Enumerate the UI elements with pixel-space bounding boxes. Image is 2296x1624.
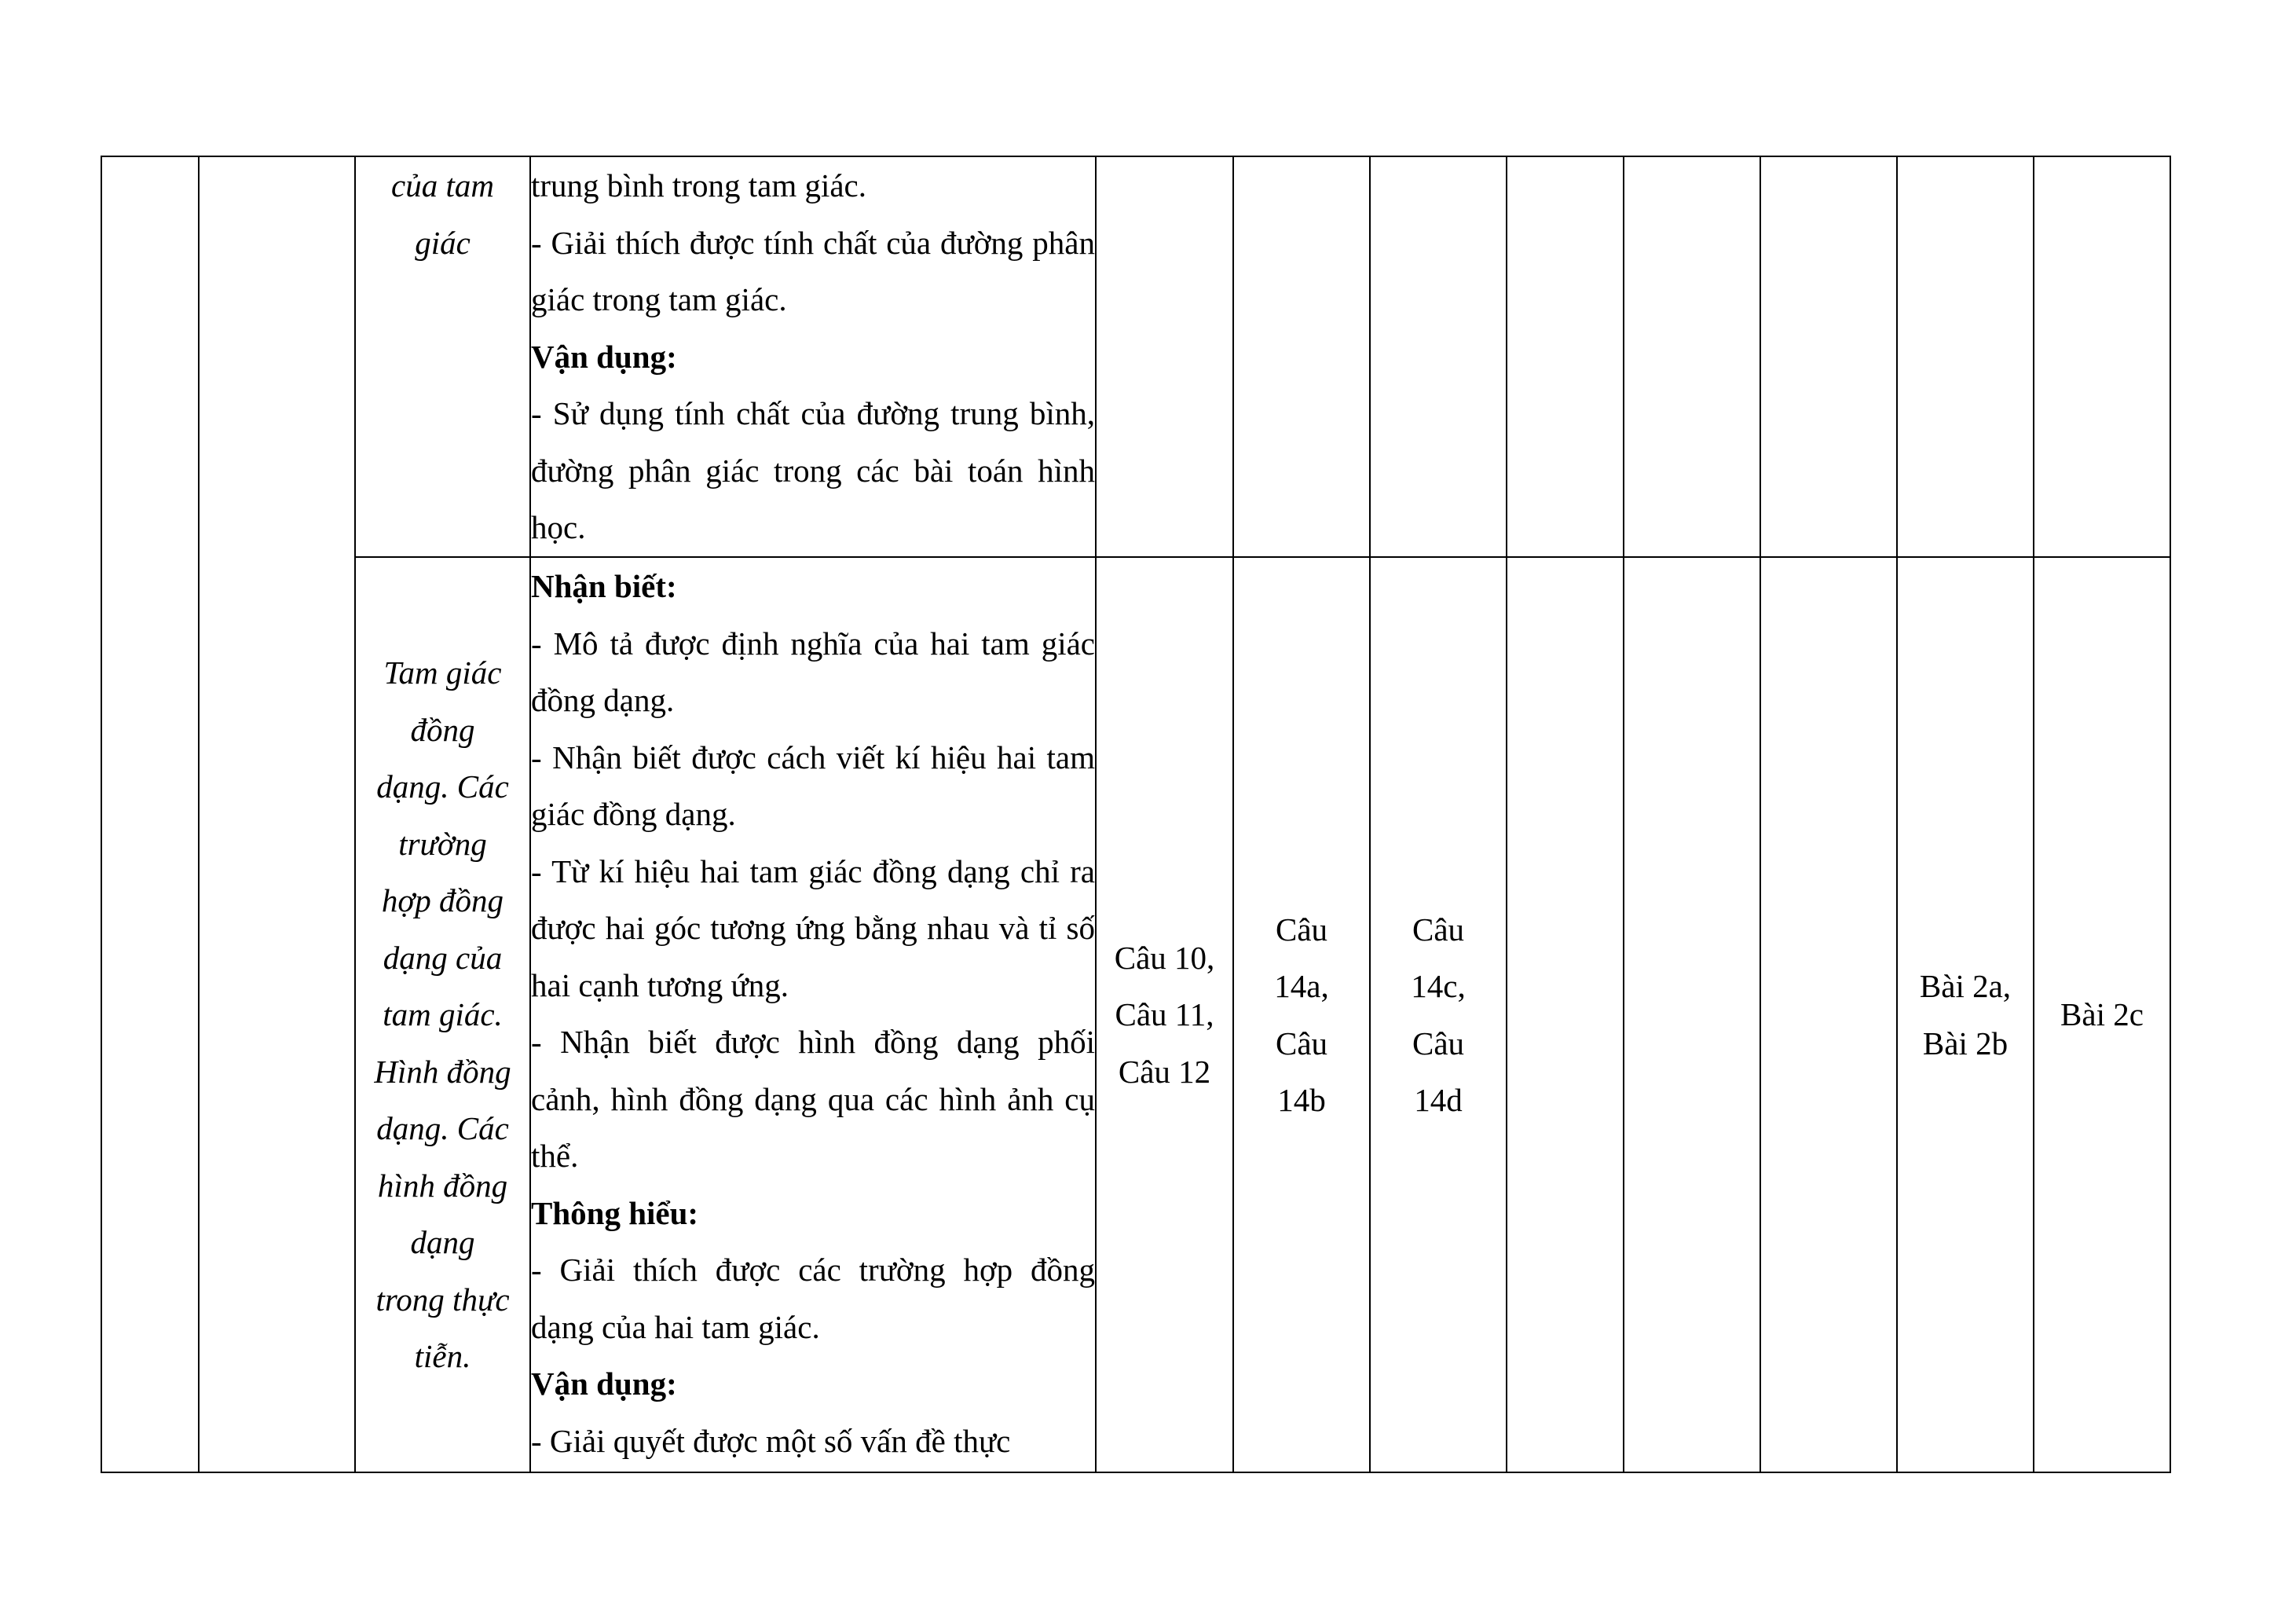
question-label: Câu 11, bbox=[1115, 996, 1214, 1033]
lesson-line: dạng. Các bbox=[376, 768, 509, 805]
lesson-line: Tam giác bbox=[383, 654, 502, 691]
question-label: Câu 10, bbox=[1114, 939, 1215, 976]
question-cell bbox=[1624, 557, 1760, 1472]
question-label: 14d bbox=[1414, 1082, 1463, 1118]
question-label: Bài 2a, bbox=[1919, 968, 2012, 1004]
question-label: Câu bbox=[1412, 911, 1465, 948]
lesson-line: đồng bbox=[410, 711, 475, 748]
lesson-line: dạng. Các bbox=[376, 1110, 509, 1147]
lesson-line: tam giác. bbox=[383, 996, 503, 1033]
question-cell bbox=[2034, 156, 2170, 557]
requirement-cell bbox=[530, 557, 1096, 1472]
level-heading: Vận dụng: bbox=[531, 338, 677, 375]
question-cell bbox=[1624, 156, 1760, 557]
question-label: Bài 2b bbox=[1922, 1025, 2009, 1061]
requirement-text: - Giải thích được các trường hợp đồng dạng của hai tam giác. bbox=[531, 1252, 1095, 1345]
question-cell bbox=[1760, 557, 1897, 1472]
lesson-line: trong thực bbox=[375, 1281, 510, 1318]
question-cell bbox=[1507, 156, 1624, 557]
table-row bbox=[101, 557, 2170, 1472]
requirement-text: - Từ kí hiệu hai tam giác đồng dạng chỉ ra được hai góc tương ứng bằng nhau và tỉ số hai cạnh tương ứng. bbox=[531, 852, 1095, 1003]
question-label: 14c, bbox=[1411, 968, 1466, 1004]
level-heading: Nhận biết: bbox=[531, 568, 677, 604]
lesson-cell bbox=[355, 557, 530, 1472]
lesson-line: dạng của bbox=[383, 939, 503, 976]
question-label: Bài 2c bbox=[2060, 996, 2144, 1033]
question-cell bbox=[1233, 557, 1370, 1472]
requirement-text: - Mô tả được định nghĩa của hai tam giác đồng dạng. bbox=[531, 625, 1095, 718]
question-label: 14b bbox=[1277, 1082, 1326, 1118]
question-cell bbox=[1096, 156, 1233, 557]
requirement-text: - Nhận biết được hình đồng dạng phối cảnh, hình đồng dạng qua các hình ảnh cụ thể. bbox=[531, 1024, 1095, 1174]
requirement-text: trung bình trong tam giác. bbox=[531, 167, 866, 203]
question-label: Câu bbox=[1412, 1025, 1465, 1061]
question-cell bbox=[1096, 557, 1233, 1472]
question-cell bbox=[1370, 557, 1507, 1472]
requirement-text: - Giải quyết được một số vấn đề thực bbox=[531, 1422, 1011, 1459]
lesson-line: hợp đồng bbox=[381, 882, 504, 919]
question-cell bbox=[1507, 557, 1624, 1472]
lesson-line: hình đồng bbox=[377, 1167, 508, 1204]
requirement-text: - Sử dụng tính chất của đường trung bình, đường phân giác trong các bài toán hình học. bbox=[531, 395, 1095, 545]
chapter-cell bbox=[199, 156, 355, 1472]
matrix-table bbox=[101, 156, 2171, 1473]
level-heading: Thông hiểu: bbox=[531, 1194, 699, 1231]
question-cell bbox=[1233, 156, 1370, 557]
question-cell bbox=[1897, 557, 2034, 1472]
question-label: 14a, bbox=[1274, 968, 1329, 1004]
question-label: Câu 12 bbox=[1118, 1053, 1211, 1090]
question-label: Câu bbox=[1275, 1025, 1328, 1061]
lesson-cell bbox=[355, 156, 530, 557]
requirement-text: - Giải thích được tính chất của đường phân giác trong tam giác. bbox=[531, 224, 1095, 317]
question-cell bbox=[2034, 557, 2170, 1472]
level-heading: Vận dụng: bbox=[531, 1366, 677, 1402]
lesson-line: trường bbox=[398, 825, 487, 862]
requirement-cell bbox=[530, 156, 1096, 557]
topic-number-cell bbox=[101, 156, 199, 1472]
lesson-line: dạng bbox=[410, 1224, 475, 1261]
question-cell bbox=[1370, 156, 1507, 557]
lesson-line: giác bbox=[415, 224, 471, 261]
lesson-line: tiễn. bbox=[414, 1338, 471, 1375]
requirement-text: - Nhận biết được cách viết kí hiệu hai tam giác đồng dạng. bbox=[531, 739, 1095, 832]
lesson-line: Hình đồng bbox=[374, 1053, 511, 1090]
lesson-line: của tam bbox=[391, 167, 494, 203]
question-cell bbox=[1760, 156, 1897, 557]
question-cell bbox=[1897, 156, 2034, 557]
table-row bbox=[101, 156, 2170, 557]
question-label: Câu bbox=[1275, 911, 1328, 948]
